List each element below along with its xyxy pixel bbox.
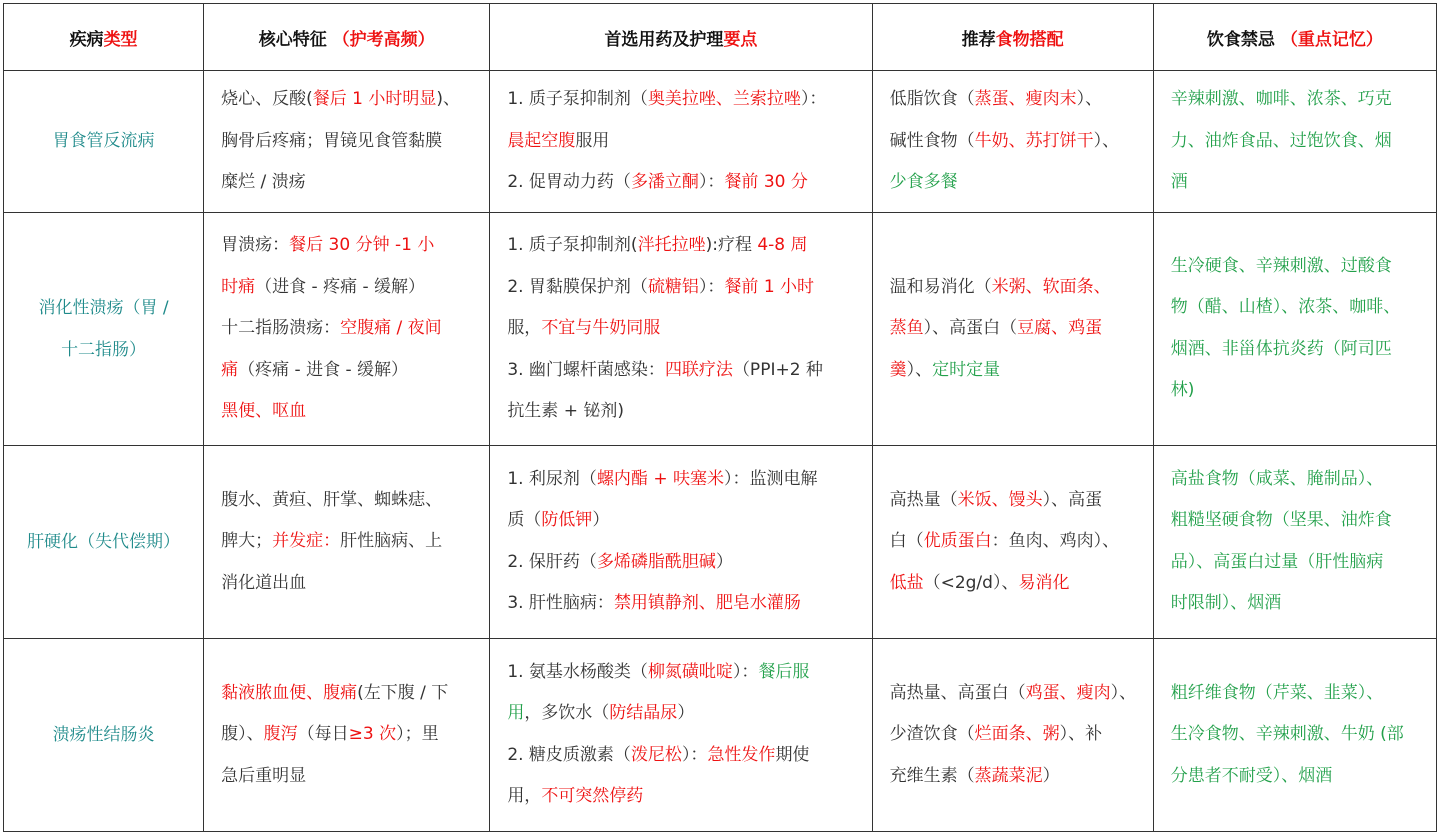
green-text: 力、油炸食品、过饱饮食、烟 [1170, 130, 1392, 151]
highlight-text: 烂面条、粥 [974, 724, 1060, 745]
cell-text: 抗生素 + 铋剂) [507, 401, 624, 422]
header-row [4, 4, 1437, 71]
highlight-text: 羹 [889, 359, 907, 380]
highlight-text: 多潘立酮 [630, 172, 699, 193]
cell-line [507, 583, 861, 625]
green-text: 粗纤维食物（芹菜、韭菜）、 [1170, 682, 1384, 703]
cell-line [221, 350, 479, 392]
cell-line [221, 162, 479, 204]
green-text: 林) [1170, 380, 1195, 401]
cell-text: 充维生素（ [889, 765, 975, 786]
cell-text: （进食 - 疼痛 - 缓解） [255, 276, 426, 297]
recommended-foods-cell [872, 445, 1153, 638]
cell-line [1171, 756, 1426, 798]
highlight-text: 低盐 [889, 572, 924, 593]
cell-text: 高热量（ [889, 489, 958, 510]
disease-name: 胃食管反流病 [4, 71, 204, 213]
cell-text: 2. 保肝药（ [507, 551, 597, 572]
highlight-text: 黑便、呕血 [221, 401, 307, 422]
cell-text: 烧心、反酸( [221, 89, 313, 110]
cell-line [1171, 162, 1426, 204]
highlight-text: 易消化 [1018, 572, 1070, 593]
cell-line [507, 121, 861, 163]
cell-line [507, 500, 861, 542]
highlight-text: 泼尼松 [630, 744, 682, 765]
cell-text: 腹水、黄疸、肝掌、蜘蛛痣、 [221, 489, 443, 510]
cell-line [221, 563, 479, 605]
highlight-text: 多烯磷脂酰胆碱 [596, 551, 716, 572]
cell-line [507, 79, 861, 121]
header-drugs-nursing: 首选用药及护理要点 [490, 4, 872, 71]
recommended-foods-cell [872, 638, 1153, 831]
cell-text: ）： [698, 276, 725, 297]
cell-text: （疼痛 - 进食 - 缓解） [238, 359, 409, 380]
highlight-text: 蒸蔬菜泥 [974, 765, 1043, 786]
cell-line [507, 267, 861, 309]
green-text: 酒 [1170, 172, 1188, 193]
green-text: 少食多餐 [889, 172, 958, 193]
cell-text: ）、 [1093, 130, 1120, 151]
highlight-text: 不宜与牛奶同服 [541, 318, 661, 339]
disease-name: 肝硬化（失代偿期） [4, 445, 204, 638]
cell-text: 服， [507, 318, 542, 339]
highlight-text: 牛奶、苏打饼干 [974, 130, 1094, 151]
cell-line [890, 756, 1143, 798]
cell-text: 1. 利尿剂（ [507, 468, 597, 489]
cell-line [1171, 542, 1426, 584]
disease-diet-table [3, 3, 1437, 832]
cell-text: ）： [732, 661, 759, 682]
cell-line [1171, 79, 1426, 121]
cell-line [890, 121, 1143, 163]
cell-line [1171, 714, 1426, 756]
highlight-text: 黏液脓血便、腹痛 [221, 682, 358, 703]
cell-text: ）： [698, 172, 725, 193]
cell-text: ：鱼肉、鸡肉）、 [991, 531, 1120, 552]
cell-text: 胸骨后疼痛；胃镜见食管黏膜 [221, 130, 443, 151]
table-row-peptic-ulcer [4, 212, 1437, 445]
cell-line [507, 693, 861, 735]
cell-text: ）： [681, 744, 708, 765]
highlight-text: 餐后 30 分钟 -1 小 [289, 235, 435, 256]
cell-text: 十二指肠溃疡： [221, 318, 341, 339]
cell-text: )、 [436, 89, 461, 110]
core-features-cell [204, 445, 490, 638]
cell-line [507, 776, 861, 818]
green-text: 品）、高蛋白过量（肝性脑病 [1170, 551, 1384, 572]
cell-text: ）：监测电解 [724, 468, 818, 489]
cell-text: 低脂饮食（ [889, 89, 975, 110]
cell-line [890, 308, 1143, 350]
header-recommended-foods: 推荐食物搭配 [872, 4, 1153, 71]
highlight-text: 优质蛋白 [923, 531, 992, 552]
cell-text: 脾大； [221, 531, 273, 552]
cell-text: ）、 [1110, 682, 1137, 703]
cell-line [890, 350, 1143, 392]
cell-line [1171, 370, 1426, 412]
cell-text: (左下腹 / 下 [357, 682, 449, 703]
cell-text: 质（ [507, 510, 542, 531]
cell-line [1171, 287, 1426, 329]
cell-text: 3. 幽门螺杆菌感染： [507, 359, 665, 380]
cell-text: ）、高蛋白（ [923, 318, 1018, 339]
table-row-gerd [4, 71, 1437, 213]
cell-text: ）、高蛋 [1042, 489, 1103, 510]
cell-text: 高热量、高蛋白（ [889, 682, 1026, 703]
cell-text: ）： [800, 89, 827, 110]
cell-line [221, 267, 479, 309]
disease-name: 溃疡性结肠炎 [4, 638, 204, 831]
core-features-cell [204, 638, 490, 831]
cell-line [1171, 246, 1426, 288]
cell-line [507, 459, 861, 501]
highlight-text: 急性发作 [707, 744, 776, 765]
cell-text: （<2g/d）、 [923, 572, 1019, 593]
cell-text: ）、补 [1059, 724, 1103, 745]
cell-line [507, 350, 861, 392]
cell-text: ）、 [1076, 89, 1103, 110]
drugs-nursing-cell [490, 638, 872, 831]
cell-line [890, 673, 1143, 715]
diet-taboos-cell [1153, 212, 1436, 445]
cell-text: 腹）、 [221, 724, 264, 745]
highlight-text: 米饭、馒头 [957, 489, 1043, 510]
cell-text: 1. 质子泵抑制剂( [507, 235, 638, 256]
highlight-text: 米粥、软面条、 [991, 276, 1111, 297]
cell-line [221, 521, 479, 563]
table-row-cirrhosis [4, 445, 1437, 638]
cell-line [1171, 583, 1426, 625]
highlight-text: 晨起空腹 [507, 130, 576, 151]
cell-text: （PPI+2 种 [732, 359, 823, 380]
cell-text: 碱性食物（ [889, 130, 975, 151]
cell-text: 期使 [775, 744, 810, 765]
highlight-text: 防结晶尿 [609, 703, 678, 724]
green-text: 烟酒、非甾体抗炎药（阿司匹 [1170, 338, 1392, 359]
highlight-text: 奥美拉唑、兰索拉唑 [647, 89, 801, 110]
cell-line [890, 162, 1143, 204]
cell-text: 消化道出血 [221, 572, 307, 593]
green-text: 时限制）、烟酒 [1170, 593, 1282, 614]
cell-text: 2. 胃黏膜保护剂（ [507, 276, 648, 297]
highlight-text: 柳氮磺吡啶 [647, 661, 733, 682]
highlight-text: 4-8 周 [757, 235, 808, 256]
cell-line [221, 480, 479, 522]
cell-text: ） [677, 703, 695, 724]
recommended-foods-cell [872, 212, 1153, 445]
highlight-text: 四联疗法 [664, 359, 733, 380]
highlight-text: 泮托拉唑 [637, 235, 706, 256]
cell-line [221, 756, 479, 798]
green-text: 用 [507, 703, 525, 724]
cell-text: 少渣饮食（ [889, 724, 975, 745]
drugs-nursing-cell [490, 445, 872, 638]
cell-line [890, 714, 1143, 756]
highlight-text: 餐前 1 小时 [724, 276, 815, 297]
highlight-text: 不可突然停药 [541, 786, 644, 807]
header-core-features: 核心特征 （护考高频） [204, 4, 490, 71]
green-text: 生冷硬食、辛辣刺激、过酸食 [1170, 255, 1392, 276]
cell-line [507, 391, 861, 433]
highlight-text: 鸡蛋、瘦肉 [1025, 682, 1111, 703]
cell-text: 急后重明显 [221, 765, 307, 786]
cell-text: 服用 [575, 130, 610, 151]
cell-text: 肝性脑病、上 [340, 531, 443, 552]
green-text: 分患者不耐受）、烟酒 [1170, 765, 1333, 786]
green-text: 生冷食物、辛辣刺激、牛奶 (部 [1170, 724, 1404, 745]
core-features-cell [204, 71, 490, 213]
cell-line [890, 521, 1143, 563]
cell-text: 1. 质子泵抑制剂（ [507, 89, 648, 110]
cell-line [507, 308, 861, 350]
highlight-text: 时痛 [221, 276, 256, 297]
cell-line [221, 79, 479, 121]
highlight-text: ≥3 次 [348, 724, 397, 745]
green-text: 粗糙坚硬食物（坚果、油炸食 [1170, 510, 1392, 531]
cell-line [1171, 329, 1426, 371]
highlight-text: 腹泻 [263, 724, 298, 745]
green-text: 餐后服 [758, 661, 810, 682]
cell-text: （每日 [297, 724, 349, 745]
cell-line [507, 652, 861, 694]
highlight-text: 餐前 30 分 [724, 172, 808, 193]
drugs-nursing-cell [490, 212, 872, 445]
cell-line [507, 162, 861, 204]
highlight-text: 餐后 1 小时明显 [312, 89, 437, 110]
cell-text: ）、 [906, 359, 933, 380]
header-disease-type: 疾病类型 [4, 4, 204, 71]
cell-text: ） [592, 510, 610, 531]
diet-taboos-cell [1153, 445, 1436, 638]
highlight-text: 并发症： [272, 531, 341, 552]
core-features-cell [204, 212, 490, 445]
cell-text: 2. 促胃动力药（ [507, 172, 631, 193]
cell-text: ）；里 [396, 724, 439, 745]
cell-text: 1. 氨基水杨酸类（ [507, 661, 648, 682]
cell-text: 胃溃疡： [221, 235, 290, 256]
cell-line [1171, 121, 1426, 163]
highlight-text: 空腹痛 / 夜间 [340, 318, 442, 339]
table-row-ulcerative-colitis [4, 638, 1437, 831]
header-diet-taboos: 饮食禁忌 （重点记忆） [1153, 4, 1436, 71]
cell-line [221, 308, 479, 350]
cell-text: 用， [507, 786, 542, 807]
diet-taboos-cell [1153, 638, 1436, 831]
cell-line [1171, 673, 1426, 715]
cell-text: 2. 糖皮质激素（ [507, 744, 631, 765]
highlight-text: 豆腐、鸡蛋 [1017, 318, 1103, 339]
disease-name: 消化性溃疡（胃 / 十二指肠） [4, 212, 204, 445]
diet-taboos-cell [1153, 71, 1436, 213]
cell-line [507, 735, 861, 777]
highlight-text: 螺内酯 + 呋塞米 [596, 468, 724, 489]
cell-line [890, 267, 1143, 309]
highlight-text: 禁用镇静剂、肥皂水灌肠 [613, 593, 801, 614]
cell-text: ） [715, 551, 733, 572]
cell-line [221, 225, 479, 267]
green-text: 物（醋、山楂）、浓茶、咖啡、 [1170, 297, 1401, 318]
highlight-text: 痛 [221, 359, 239, 380]
drugs-nursing-cell [490, 71, 872, 213]
green-text: 高盐食物（咸菜、腌制品）、 [1170, 468, 1384, 489]
recommended-foods-cell [872, 71, 1153, 213]
cell-line [890, 480, 1143, 522]
cell-text: 白（ [889, 531, 924, 552]
highlight-text: 蒸鱼 [889, 318, 924, 339]
highlight-text: 硫糖铝 [647, 276, 699, 297]
cell-text: 3. 肝性脑病： [507, 593, 614, 614]
cell-text: 糜烂 / 溃疡 [221, 172, 306, 193]
green-text: 定时定量 [932, 359, 1001, 380]
cell-text: 温和易消化（ [889, 276, 992, 297]
cell-line [221, 121, 479, 163]
cell-text: ） [1042, 765, 1060, 786]
cell-line [507, 542, 861, 584]
cell-text: ，多饮水（ [524, 703, 610, 724]
cell-line [507, 225, 861, 267]
cell-line [221, 673, 479, 715]
cell-line [1171, 500, 1426, 542]
highlight-text: 蒸蛋、瘦肉末 [974, 89, 1077, 110]
cell-line [890, 563, 1143, 605]
cell-line [221, 391, 479, 433]
cell-line [221, 714, 479, 756]
cell-text: ):疗程 [705, 235, 758, 256]
green-text: 辛辣刺激、咖啡、浓茶、巧克 [1170, 89, 1392, 110]
cell-line [1171, 459, 1426, 501]
cell-line [890, 79, 1143, 121]
highlight-text: 防低钾 [541, 510, 593, 531]
